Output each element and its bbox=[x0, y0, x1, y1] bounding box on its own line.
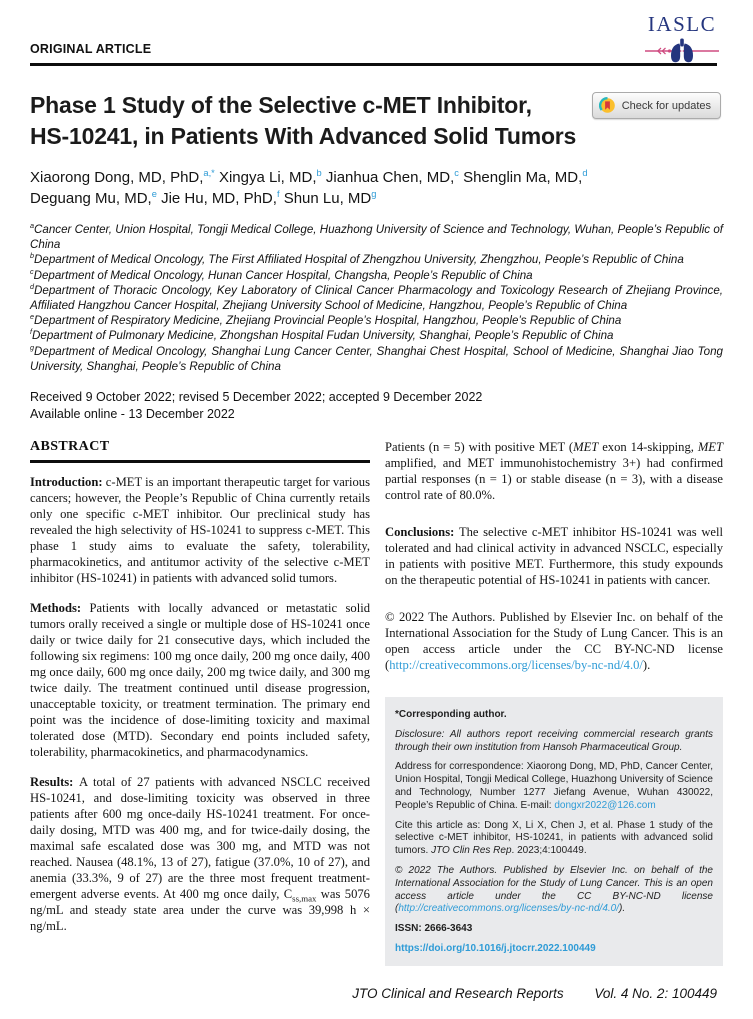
text-segment: Department of Thoracic Oncology, Key Laboratory of Clinical Cancer Pharmacology and Toxicology Research of Zhejiang Province, Affiliated Hangzhou Cancer Hospital, Zhejiang University School of Medicine, Hangzhou, People’s Republic of China bbox=[30, 283, 723, 313]
page-footer bbox=[352, 986, 717, 1001]
abstract-right-column bbox=[385, 439, 723, 966]
abstract-paragraph bbox=[385, 524, 723, 588]
abstract-divider bbox=[30, 460, 370, 463]
available-online-date: Available online - 13 December 2022 bbox=[30, 406, 235, 421]
text-segment: MET bbox=[697, 440, 723, 455]
abstract-left-paragraphs bbox=[30, 474, 370, 934]
footnote-box bbox=[385, 697, 723, 966]
text-segment: a bbox=[30, 221, 34, 231]
crossmark-icon bbox=[599, 97, 616, 114]
cc-license-link[interactable]: http://creativecommons.org/licenses/by-nc-nd/4.0/ bbox=[398, 903, 619, 915]
text-segment: ss,max bbox=[292, 893, 317, 904]
affiliation-item bbox=[30, 328, 723, 343]
text-segment: ISSN: 2666-3643 bbox=[395, 923, 473, 935]
text-segment: Address for correspondence: Xiaorong Dong, MD, PhD, Cancer Center, Union Hospital, Tongji Medical College, Huazhong University of Science and Technology, Number 1277 Jiefang Avenue, Wuhan 430022, People’s Republic of China. E-mail: bbox=[395, 761, 713, 811]
abstract-paragraph bbox=[30, 474, 370, 586]
text-segment: Xingya Li, MD, bbox=[214, 169, 317, 186]
text-segment: c bbox=[454, 168, 459, 178]
text-segment: Department of Medical Oncology, Hunan Cancer Hospital, Changsha, People’s Republic of China bbox=[33, 268, 533, 282]
abstract-right-paragraphs bbox=[385, 439, 723, 673]
footer-issue-info: Vol. 4 No. 2: 100449 bbox=[594, 986, 717, 1001]
text-segment: Patients with locally advanced or metastatic solid tumors orally received a single or multiple dose of HS-10241 once daily or twice daily for 21 consecutive days, which included the following six regimens: 100 mg once daily, 200 mg once daily, 400 mg once daily, 600 mg once daily, 200 mg twice daily, and 300 mg twice daily. The treatment continued until disease progression, unacceptable toxicity, or treatment termination. The primary end point was the incidence of dose-limiting toxicity and maximal tolerated dose (MTD). Secondary end points included safety, tolerability, pharmacokinetics, and pharmacodynamics. bbox=[30, 600, 371, 759]
affiliation-list bbox=[30, 222, 723, 374]
abstract-paragraph bbox=[30, 600, 370, 760]
text-segment: b bbox=[30, 251, 34, 261]
text-segment: Jie Hu, MD, PhD, bbox=[156, 190, 277, 207]
text-segment: f bbox=[30, 327, 32, 337]
authors-line bbox=[30, 188, 723, 209]
text-segment: e bbox=[30, 312, 34, 322]
text-segment: . 2023;4:100449. bbox=[511, 845, 587, 857]
footer-journal-title: JTO Clinical and Research Reports bbox=[352, 986, 564, 1001]
paragraph-lead: Methods: bbox=[30, 600, 90, 615]
footnote-paragraph bbox=[395, 923, 713, 936]
text-segment: Department of Medical Oncology, The First Affiliated Hospital of Zhengzhou University, Zhengzhou, People’s Republic of China bbox=[34, 253, 684, 267]
text-segment: c bbox=[30, 266, 34, 276]
abstract-paragraph bbox=[385, 439, 723, 503]
affiliation-item bbox=[30, 252, 723, 267]
header-divider bbox=[30, 63, 717, 66]
text-segment: a,* bbox=[203, 168, 215, 178]
text-segment: d bbox=[582, 168, 588, 178]
article-history bbox=[30, 389, 723, 422]
text-segment: g bbox=[30, 342, 34, 352]
text-segment: Xiaorong Dong, MD, PhD, bbox=[30, 169, 204, 186]
article-title-line1: Phase 1 Study of the Selective c-MET Inhibitor, bbox=[30, 92, 532, 118]
abstract-left-column bbox=[30, 439, 370, 966]
text-segment: f bbox=[276, 189, 280, 199]
text-segment: b bbox=[316, 168, 322, 178]
text-segment: © 2022 The Authors. Published by Elsevier Inc. on behalf of the International Association for the Study of Lung Cancer. This is an open access article under the CC BY-NC-ND license ( bbox=[385, 610, 723, 673]
article-title-line2: HS-10241, in Patients With Advanced Solid Tumors bbox=[30, 123, 577, 149]
text-segment: Cite this article as: Dong X, Li X, Chen J, et al. Phase 1 study of the selective c-MET inhibitor, HS-10241, in patients with advanced solid tumors. bbox=[395, 819, 713, 857]
paragraph-lead: Conclusions: bbox=[385, 525, 459, 540]
text-segment: ). bbox=[642, 658, 651, 673]
cc-license-link[interactable]: http://creativecommons.org/licenses/by-nc-nd/4.0/ bbox=[389, 658, 643, 673]
affiliation-item bbox=[30, 283, 723, 313]
affiliation-item bbox=[30, 344, 723, 374]
text-segment: was 5076 ng/mL and steady state area under the curve was 39,998 h × ng/mL. bbox=[30, 886, 370, 933]
iaslc-logo bbox=[643, 12, 721, 63]
text-segment: Shenglin Ma, MD, bbox=[458, 169, 583, 186]
footnote-paragraph bbox=[395, 761, 713, 812]
text-segment: e bbox=[151, 189, 157, 199]
abstract-columns bbox=[30, 439, 723, 966]
footnote-paragraph bbox=[395, 865, 713, 916]
text-segment: Shun Lu, MD bbox=[279, 190, 372, 207]
text-segment: c-MET is an important therapeutic target for various cancers; however, the People’s Republic of China currently retails only one specific c-MET inhibitor. Our preclinical study has revealed the high selectivity of HS-10241 to suppress c-MET. This phase 1 study aims to evaluate the safety, tolerability, pharmacokinetics, and antitumor activity of the selective c-MET inhibitor (HS-10241) in patients with advanced solid tumors. bbox=[30, 474, 370, 585]
affiliation-item bbox=[30, 313, 723, 328]
text-segment: g bbox=[371, 189, 377, 199]
iaslc-logo-text: IASLC bbox=[647, 12, 717, 36]
check-for-updates-label: Check for updates bbox=[621, 99, 711, 112]
text-segment: exon 14-skipping, bbox=[598, 440, 698, 455]
paragraph-lead: Results: bbox=[30, 774, 79, 789]
text-segment: MET bbox=[573, 440, 599, 455]
text-segment: Department of Respiratory Medicine, Zhejiang Provincial People’s Hospital, Hangzhou, People’s Republic of China bbox=[34, 314, 622, 328]
text-segment: JTO Clin Res Rep bbox=[431, 845, 512, 857]
abstract-paragraph bbox=[385, 609, 723, 673]
text-segment: Jianhua Chen, MD, bbox=[321, 169, 455, 186]
check-for-updates-button[interactable] bbox=[592, 92, 721, 119]
title-section bbox=[30, 90, 723, 152]
footnote-paragraph bbox=[395, 729, 713, 755]
text-segment: Patients (n = 5) with positive MET ( bbox=[385, 440, 574, 455]
text-segment: A total of 27 patients with advanced NSCLC received HS-10241, and dose-limiting toxicity was observed in three patients after 600 mg once-daily HS-10241 treatment. For once-daily dosing, MTD was 400 mg, and for twice-daily dosing, the maximal safe escalated dose was 300 mg, and MTD was not reached. Nausea (48.1%, 13 of 27), fatigue (37.0%, 10 of 27), and anemia (33.3%, 9 of 27) are the three most frequent treatment-emergent adverse events. At 400 mg once daily, C bbox=[30, 774, 370, 901]
text-segment: Department of Medical Oncology, Shanghai Lung Cancer Center, Shanghai Chest Hospital, School of Medicine, Shanghai Jiao Tong University, Shanghai, People’s Republic of China bbox=[30, 344, 723, 373]
text-segment: ). bbox=[619, 903, 626, 915]
footnote-paragraph bbox=[395, 820, 713, 858]
email-link[interactable]: dongxr2022@126.com bbox=[554, 799, 656, 811]
received-dates: Received 9 October 2022; revised 5 December 2022; accepted 9 December 2022 bbox=[30, 390, 483, 405]
abstract-paragraph bbox=[30, 774, 370, 934]
text-segment: *Corresponding author. bbox=[395, 709, 507, 721]
text-segment: Cancer Center, Union Hospital, Tongji Medical College, Huazhong University of Science and Technology, Wuhan, People’s Republic of China bbox=[30, 223, 723, 252]
article-type-label: ORIGINAL ARTICLE bbox=[30, 42, 152, 56]
author-list bbox=[30, 167, 723, 209]
text-segment: Disclosure: All authors report receiving commercial research grants through their own institution from Hansoh Pharmaceutical Group. bbox=[395, 728, 713, 753]
text-segment: d bbox=[30, 281, 34, 291]
text-segment: The selective c-MET inhibitor HS-10241 was well tolerated and had clinical activity in advanced NSCLC, especially in patients with positive MET. Furthermore, this study expounds on the therapeutic potential of HS-10241 in patients with cancer. bbox=[385, 525, 723, 588]
affiliation-item bbox=[30, 268, 723, 283]
lungs-icon bbox=[645, 38, 719, 63]
doi-link[interactable]: https://doi.org/10.1016/j.jtocrr.2022.100449 bbox=[395, 942, 596, 954]
footnote-paragraph bbox=[395, 943, 713, 956]
text-segment: Deguang Mu, MD, bbox=[30, 190, 152, 207]
authors-line bbox=[30, 167, 723, 188]
text-segment: amplified, and MET immunohistochemistry 3+) had confirmed partial responses (n = 1) or stable disease (n = 3), with a disease control rate of 80.0%. bbox=[385, 456, 723, 503]
paragraph-lead: Introduction: bbox=[30, 474, 106, 489]
footnote-paragraph bbox=[395, 709, 713, 722]
abstract-heading: ABSTRACT bbox=[30, 439, 110, 455]
affiliation-item bbox=[30, 222, 723, 252]
text-segment: © 2022 The Authors. Published by Elsevier Inc. on behalf of the International Association for the Study of Lung Cancer. This is an open access article under the CC BY-NC-ND license ( bbox=[395, 865, 713, 915]
text-segment: Department of Pulmonary Medicine, Zhongshan Hospital Fudan University, Shanghai, People’s Republic of China bbox=[32, 329, 614, 343]
